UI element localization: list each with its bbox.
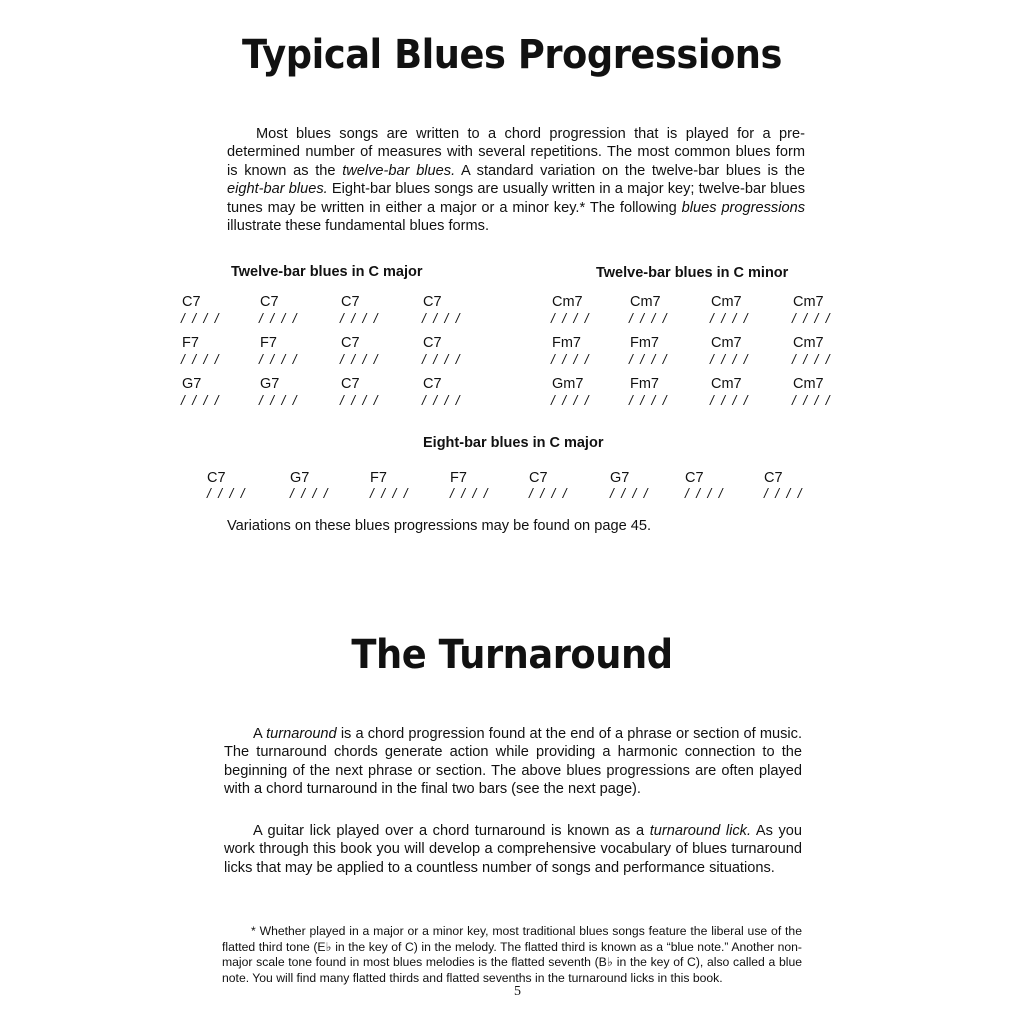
chord-symbol: F7 xyxy=(260,335,277,351)
intro-paragraph: Most blues songs are written to a chord progression that is played for a pre-determined number of measures with several repetitions. The most common blues form is known as the twelve-bar blues. A standard variation on the twelve-bar blues is the eight-bar blues. Eight-bar blues songs are usually written in a major key; twelve-bar blues tunes may be written in either a major or a minor key.* The following blues progressions illustrate these fundamental blues forms. xyxy=(227,126,805,235)
chord-symbol: C7 xyxy=(182,294,201,310)
beat-slashes: / / / / xyxy=(259,352,297,367)
chord-symbol: Fm7 xyxy=(552,335,581,351)
beat-slashes: / / / / xyxy=(422,352,460,367)
beat-slashes: / / / / xyxy=(450,486,488,501)
chord-symbol: Cm7 xyxy=(793,335,824,351)
chord-symbol: C7 xyxy=(341,335,360,351)
chord-symbol: Cm7 xyxy=(630,294,661,310)
beat-slashes: / / / / xyxy=(685,486,723,501)
page-title: Typical Blues Progressions xyxy=(241,32,782,78)
beat-slashes: / / / / xyxy=(792,311,830,326)
chord-symbol: C7 xyxy=(685,470,704,486)
chord-symbol: G7 xyxy=(290,470,310,486)
beat-slashes: / / / / xyxy=(181,311,219,326)
turnaround-paragraph-1: A turnaround is a chord progression found at the end of a phrase or section of music. The turnaround chords generate action while providing a harmonic connection to the beginning of the next phrase or section. The above blues progressions are often played with a chord turnaround in the final two bars (see the next page). xyxy=(224,726,802,798)
chord-symbol: C7 xyxy=(423,335,442,351)
beat-slashes: / / / / xyxy=(792,393,830,408)
beat-slashes: / / / / xyxy=(629,311,667,326)
chord-symbol: Gm7 xyxy=(552,376,584,392)
beat-slashes: / / / / xyxy=(629,393,667,408)
chord-symbol: Cm7 xyxy=(793,294,824,310)
beat-slashes: / / / / xyxy=(207,486,245,501)
chord-symbol: C7 xyxy=(764,470,783,486)
chord-symbol: Cm7 xyxy=(793,376,824,392)
minor-progression-title: Twelve-bar blues in C minor xyxy=(596,265,789,281)
chord-symbol: F7 xyxy=(182,335,199,351)
beat-slashes: / / / / xyxy=(792,352,830,367)
variations-note: Variations on these blues progressions may be found on page 45. xyxy=(227,518,652,534)
chord-symbol: C7 xyxy=(207,470,226,486)
beat-slashes: / / / / xyxy=(551,393,589,408)
beat-slashes: / / / / xyxy=(529,486,567,501)
beat-slashes: / / / / xyxy=(370,486,408,501)
chord-symbol: F7 xyxy=(370,470,387,486)
major-progression-title: Twelve-bar blues in C major xyxy=(231,264,423,280)
turnaround-paragraph-2: A guitar lick played over a chord turnaround is known as a turnaround lick. As you work through this book you will develop a comprehensive vocabulary of blues turnaround licks that may be applied to a countless number of songs and performance situations. xyxy=(224,823,803,876)
footnote: * Whether played in a major or a minor key, most traditional blues songs feature the liberal use of the flatted third tone (E♭ in the key of C) in the melody. The flatted third is known as a “blue note.” Another non-major scale tone found in most blues melodies is the flatted seventh (B♭ in the key of C), also called a blue note. You will find many flatted thirds and flatted sevenths in the turnaround licks in this book. xyxy=(222,924,802,985)
chord-symbol: Cm7 xyxy=(711,335,742,351)
beat-slashes: / / / / xyxy=(710,393,748,408)
chord-symbol: Cm7 xyxy=(711,376,742,392)
beat-slashes: / / / / xyxy=(551,352,589,367)
beat-slashes: / / / / xyxy=(610,486,648,501)
chord-symbol: G7 xyxy=(610,470,630,486)
chord-symbol: Fm7 xyxy=(630,376,659,392)
chord-symbol: C7 xyxy=(260,294,279,310)
chord-symbol: C7 xyxy=(341,294,360,310)
chord-symbol: G7 xyxy=(182,376,202,392)
beat-slashes: / / / / xyxy=(259,311,297,326)
beat-slashes: / / / / xyxy=(710,352,748,367)
beat-slashes: / / / / xyxy=(290,486,328,501)
beat-slashes: / / / / xyxy=(181,393,219,408)
chord-symbol: Fm7 xyxy=(630,335,659,351)
beat-slashes: / / / / xyxy=(340,311,378,326)
beat-slashes: / / / / xyxy=(340,352,378,367)
eight-bar-title: Eight-bar blues in C major xyxy=(423,435,604,451)
beat-slashes: / / / / xyxy=(422,311,460,326)
chord-symbol: G7 xyxy=(260,376,280,392)
beat-slashes: / / / / xyxy=(764,486,802,501)
chord-symbol: Cm7 xyxy=(711,294,742,310)
chord-symbol: Cm7 xyxy=(552,294,583,310)
beat-slashes: / / / / xyxy=(629,352,667,367)
beat-slashes: / / / / xyxy=(710,311,748,326)
section-title-turnaround: The Turnaround xyxy=(351,632,673,678)
chord-symbol: C7 xyxy=(423,376,442,392)
chord-symbol: C7 xyxy=(423,294,442,310)
chord-symbol: C7 xyxy=(341,376,360,392)
chord-symbol: F7 xyxy=(450,470,467,486)
beat-slashes: / / / / xyxy=(259,393,297,408)
page-number: 5 xyxy=(514,984,521,999)
beat-slashes: / / / / xyxy=(181,352,219,367)
beat-slashes: / / / / xyxy=(340,393,378,408)
beat-slashes: / / / / xyxy=(551,311,589,326)
beat-slashes: / / / / xyxy=(422,393,460,408)
chord-symbol: C7 xyxy=(529,470,548,486)
